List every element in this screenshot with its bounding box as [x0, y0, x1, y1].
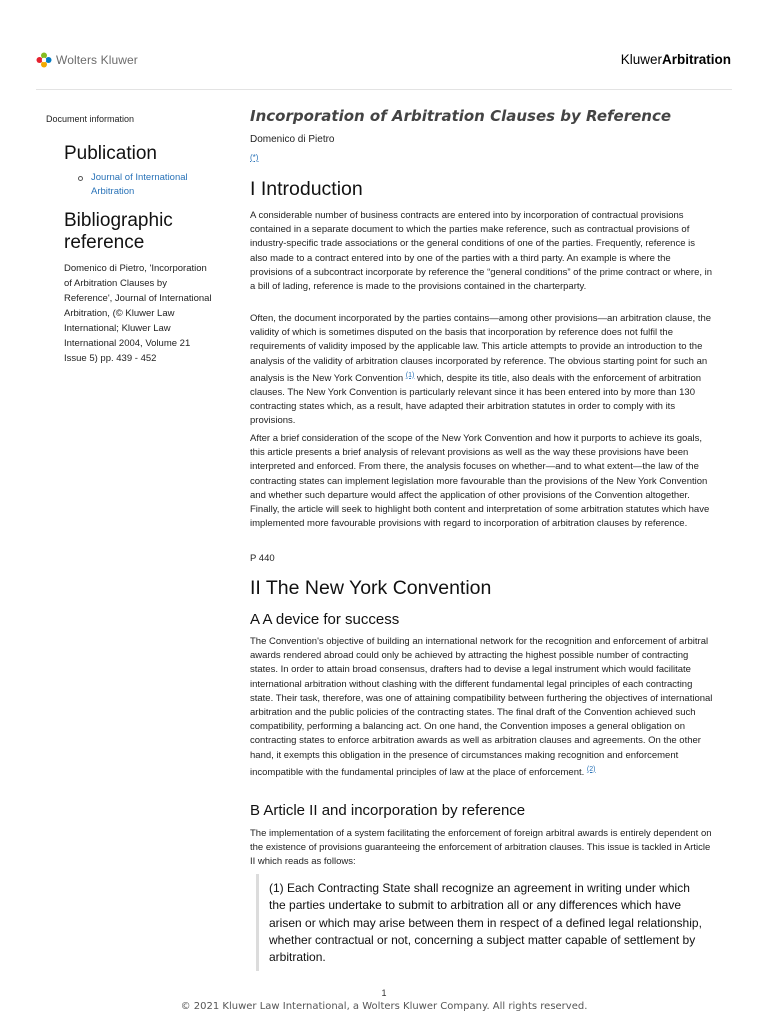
publication-heading: Publication — [64, 143, 157, 164]
bibliographic-reference-text: Domenico di Pietro, 'Incorporation of Arbitration Clauses by Reference', Journal of International Arbitration, (© Kluwer Law International; Kluwer Law International 2004, Volume 21 Issue 5) pp. 439 - 452 — [64, 263, 212, 364]
paragraph-5: The implementation of a system facilitating the enforcement of foreign arbitral awards is entirely dependent on the existence of provisions guaranteeing the enforcement of arbitration clauses. This issue is tackled in Article II which reads as follows: — [250, 828, 712, 868]
paragraph-2 — [250, 312, 714, 429]
header-divider — [36, 89, 732, 90]
subsection-heading-a: A A device for success — [250, 611, 400, 628]
paragraph-1: A considerable number of business contracts are entered into by incorporation of contractual provisions contained in a separate document to which the parties make reference, such as contractual provisions of industry-specific trade associations or the general conditions of one of the parties. Frequently, reference is also made to a contract entered into by one of the parties with a third party. An example is where the provisions of a subcontract incorporate by reference the “general conditions” of the prime contract or where, in a bill of lading, reference is made to the provisions contained in the charterparty. — [250, 210, 713, 293]
paragraph-4-text: The Convention's objective of building an international network for the recognition and enforcement of arbitral awards rendered abroad could only be achieved by attracting the highest possible number of contracting states. In order to attain broad consensus, drafters had to devise a legal instrument which would facilitate international arbitration without clashing with the different fundamental legal principles of each contracting state. Their task, therefore, was one of attaining compatibility between furthering the objectives of international arbitration and the public policies of the contracting states. The final draft of the Convention achieved such compatibility, performing a balancing act. On one hand, the Convention imposes a general obligation on contracting states to enforce arbitration awards as well as arbitration clauses and agreements. On the other hand, it exempts this obligation in the presence of circumstances making recognition and enforcement incompatible with the fundamental principles of law at the place of enforcement. — [250, 636, 713, 778]
section-heading-new-york-convention: II The New York Convention — [250, 577, 492, 599]
kluwer-arbitration-brand[interactable] — [621, 52, 731, 67]
author-name: Domenico di Pietro — [250, 134, 335, 145]
paragraph-3: After a brief consideration of the scope of the New York Convention and how it purports to achieve its goals, this article presents a brief analysis of relevant provisions as well as the way these provisions have been interpreted and enforced. From there, the analysis focuses on whether—and to what extent—the law of the contracting states can implement legislation more favourable than the provisions of the New York Convention and whether such departure would affect the application of other provisions of the Convention altogether. Finally, the article will seek to highlight both content and interpretation of some arbitration statutes which have implemented more favourable provisions with regard to incorporation of arbitration clauses by reference. — [250, 433, 710, 530]
journal-link[interactable]: Journal of International Arbitration — [91, 172, 188, 197]
paragraph-4 — [250, 635, 714, 780]
footnote-2-link[interactable]: (2) — [586, 765, 596, 773]
section-heading-introduction: I Introduction — [250, 178, 363, 200]
article-title: Incorporation of Arbitration Clauses by Reference — [250, 107, 672, 125]
wolters-kluwer-globe-icon — [36, 52, 52, 68]
footnote-star-link[interactable]: (*) — [250, 153, 259, 162]
brand-bold: Arbitration — [662, 52, 731, 67]
wolters-kluwer-logo[interactable] — [36, 52, 138, 68]
document-information-label: Document information — [46, 114, 135, 124]
article-ii-blockquote — [256, 874, 711, 971]
page-number: 1 — [381, 988, 387, 998]
publication-list-item — [74, 171, 214, 199]
page-header — [0, 0, 768, 90]
subsection-heading-b: B Article II and incorporation by reference — [250, 802, 526, 819]
logo-text: Wolters Kluwer — [56, 53, 138, 67]
copyright-notice: © 2021 Kluwer Law International, a Wolters Kluwer Company. All rights reserved. — [180, 1001, 588, 1012]
footnote-1-link[interactable]: (1) — [405, 371, 415, 379]
brand-regular: Kluwer — [620, 52, 662, 67]
publication-list — [74, 171, 214, 199]
page-marker: P 440 — [250, 553, 275, 564]
paragraph-2-text-b: which, despite its title, also deals with the enforcement of arbitration clauses. The New York Convention is particularly relevant since it has been entered into by more than 130 contracting states which, as a result, have adapted their arbitration statutes in order to comply with its provisions. — [250, 372, 702, 427]
bibliographic-reference-heading: Bibliographic reference — [64, 210, 173, 253]
paragraph-2-text-a: Often, the document incorporated by the parties contains—among other provisions—an arbitration clause, the validity of which is sometimes disputed on the basis that incorporation by reference does not fulfil the requirements of validity imposed by the applicable law. This article attempts to provide an introduction to the analysis of the validity of arbitration clauses incorporated by reference. The obvious starting point for such an analysis is the New York Convention — [250, 313, 712, 384]
blockquote-text: (1) Each Contracting State shall recognize an agreement in writing under which the parties undertake to submit to arbitration all or any differences which have arisen or which may arise between them in respect of a defined legal relationship, whether contractual or not, concerning a subject matter capable of settlement by arbitration. — [269, 881, 702, 965]
